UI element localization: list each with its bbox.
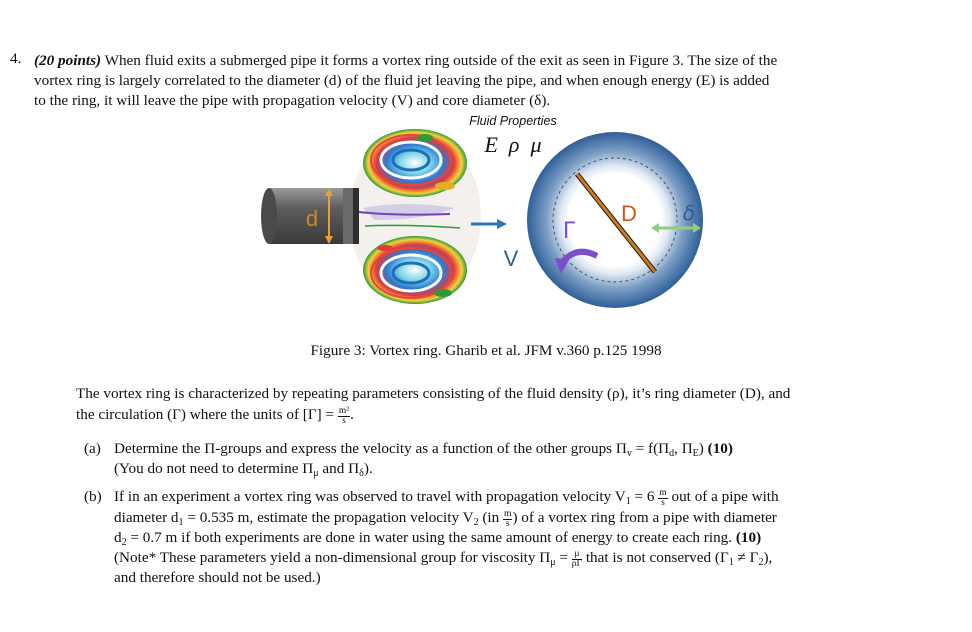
part-b-text-14: ),: [763, 549, 773, 566]
sub-delta: δ: [359, 468, 364, 479]
problem-intro-line-3: to the ring, it will leave the pipe with propagation velocity (V) and core diameter (δ).: [34, 92, 551, 109]
sub-mu: μ: [313, 468, 319, 479]
sub-1b: 1: [178, 517, 184, 528]
body-line-1: The vortex ring is characterized by repeating parameters consisting of the fluid density (ρ), it’s ring diameter (D), and: [76, 385, 791, 402]
part-a-line-2: [114, 458, 373, 484]
frac-num: m: [659, 488, 667, 498]
part-b-text-9: = 0.7 m if both experiments are done in water using the same amount of energy to create each ring.: [126, 529, 736, 546]
problem-points: (20 points): [34, 52, 102, 69]
unit-fraction-1: [658, 489, 667, 508]
part-a-text-7: ).: [363, 460, 373, 477]
units-denominator: s: [342, 416, 346, 426]
part-b-line-5: and therefore should not be used.): [114, 569, 321, 586]
intro-text-1: When fluid exits a submerged pipe it forms a vortex ring outside of the exit as seen in Figure 3. The size of the: [101, 52, 778, 69]
sub-2b: 2: [121, 537, 127, 548]
part-b-text-6: (in: [478, 509, 504, 526]
sub-d: d: [669, 448, 675, 459]
sub-gamma-2: 2: [758, 557, 764, 568]
problem-intro-line-1: [34, 50, 777, 71]
part-b-text-13: ≠ Γ: [733, 549, 759, 566]
body-line-2: [76, 404, 354, 426]
frac-num-3: μ: [572, 550, 582, 560]
part-a-text-6: and Π: [318, 460, 360, 477]
part-a-text-2: = f(Π: [631, 440, 670, 457]
part-a-points: (10): [707, 440, 733, 457]
frac-den-2: s: [505, 519, 510, 529]
part-b-text-1: If in an experiment a vortex ring was observed to travel with propagation velocity V: [114, 488, 626, 505]
part-b-text-4: diameter d: [114, 509, 179, 526]
fluid-properties-label: Fluid Properties: [469, 114, 557, 128]
sub-1: 1: [625, 496, 631, 507]
sub-E: E: [692, 448, 699, 459]
part-b-text-7: ) of a vortex ring from a pipe with diameter: [512, 509, 777, 526]
units-fraction: [338, 407, 350, 426]
part-b-text-5: = 0.535 m, estimate the propagation velocity V: [183, 509, 474, 526]
part-b-text-3: out of a pipe with: [667, 488, 779, 505]
part-b-points: (10): [735, 529, 762, 546]
problem-number: 4.: [10, 50, 22, 67]
viscosity-fraction: [572, 550, 582, 569]
problem-intro-line-2: vortex ring is largely correlated to the diameter (d) of the fluid jet leaving the pipe, and when enough energy (E) is added: [34, 72, 770, 89]
label-V: V: [503, 246, 519, 271]
sub-v: v: [626, 448, 632, 459]
part-a-text-5: (You do not need to determine Π: [114, 460, 314, 477]
label-Gamma: Γ: [562, 219, 576, 244]
figure-caption: Figure 3: Vortex ring. Gharib et al. JFM v.360 p.125 1998: [310, 342, 662, 359]
label-D: D: [621, 201, 637, 226]
vortex-ring-figure: [255, 108, 725, 308]
label-delta: δ: [682, 201, 696, 225]
sub-gamma-1: 1: [728, 557, 734, 568]
part-b-label: (b): [84, 488, 102, 505]
sub-mu-b: μ: [550, 557, 556, 568]
part-b-text-8: d: [114, 529, 122, 546]
body-line-2-end: .: [350, 406, 354, 423]
part-b-text-2: = 6: [630, 488, 659, 505]
part-a-text-4: ): [698, 440, 708, 457]
vortex-ring-photo: [349, 129, 481, 304]
part-b-text-12: that is not conserved (Γ: [582, 549, 729, 566]
part-a-text-1: Determine the Π-groups and express the velocity as a function of the other groups Π: [114, 440, 627, 457]
units-numerator: m²: [338, 406, 350, 416]
part-b-text-11: =: [555, 549, 572, 566]
frac-den-3: ρΓ: [571, 559, 583, 569]
body-line-2-text: the circulation (Γ) where the units of [Γ] =: [76, 406, 338, 423]
part-b-text-10: (Note* These parameters yield a non-dimensional group for viscosity Π: [114, 549, 551, 566]
sub-2: 2: [473, 517, 479, 528]
frac-den: s: [661, 498, 665, 508]
part-a-text-3: , Π: [674, 440, 693, 457]
frac-num-2: m: [504, 509, 512, 519]
part-a-label: (a): [84, 440, 101, 457]
fluid-property-symbols: E ρ μ: [484, 132, 542, 157]
label-d: d: [305, 206, 319, 231]
